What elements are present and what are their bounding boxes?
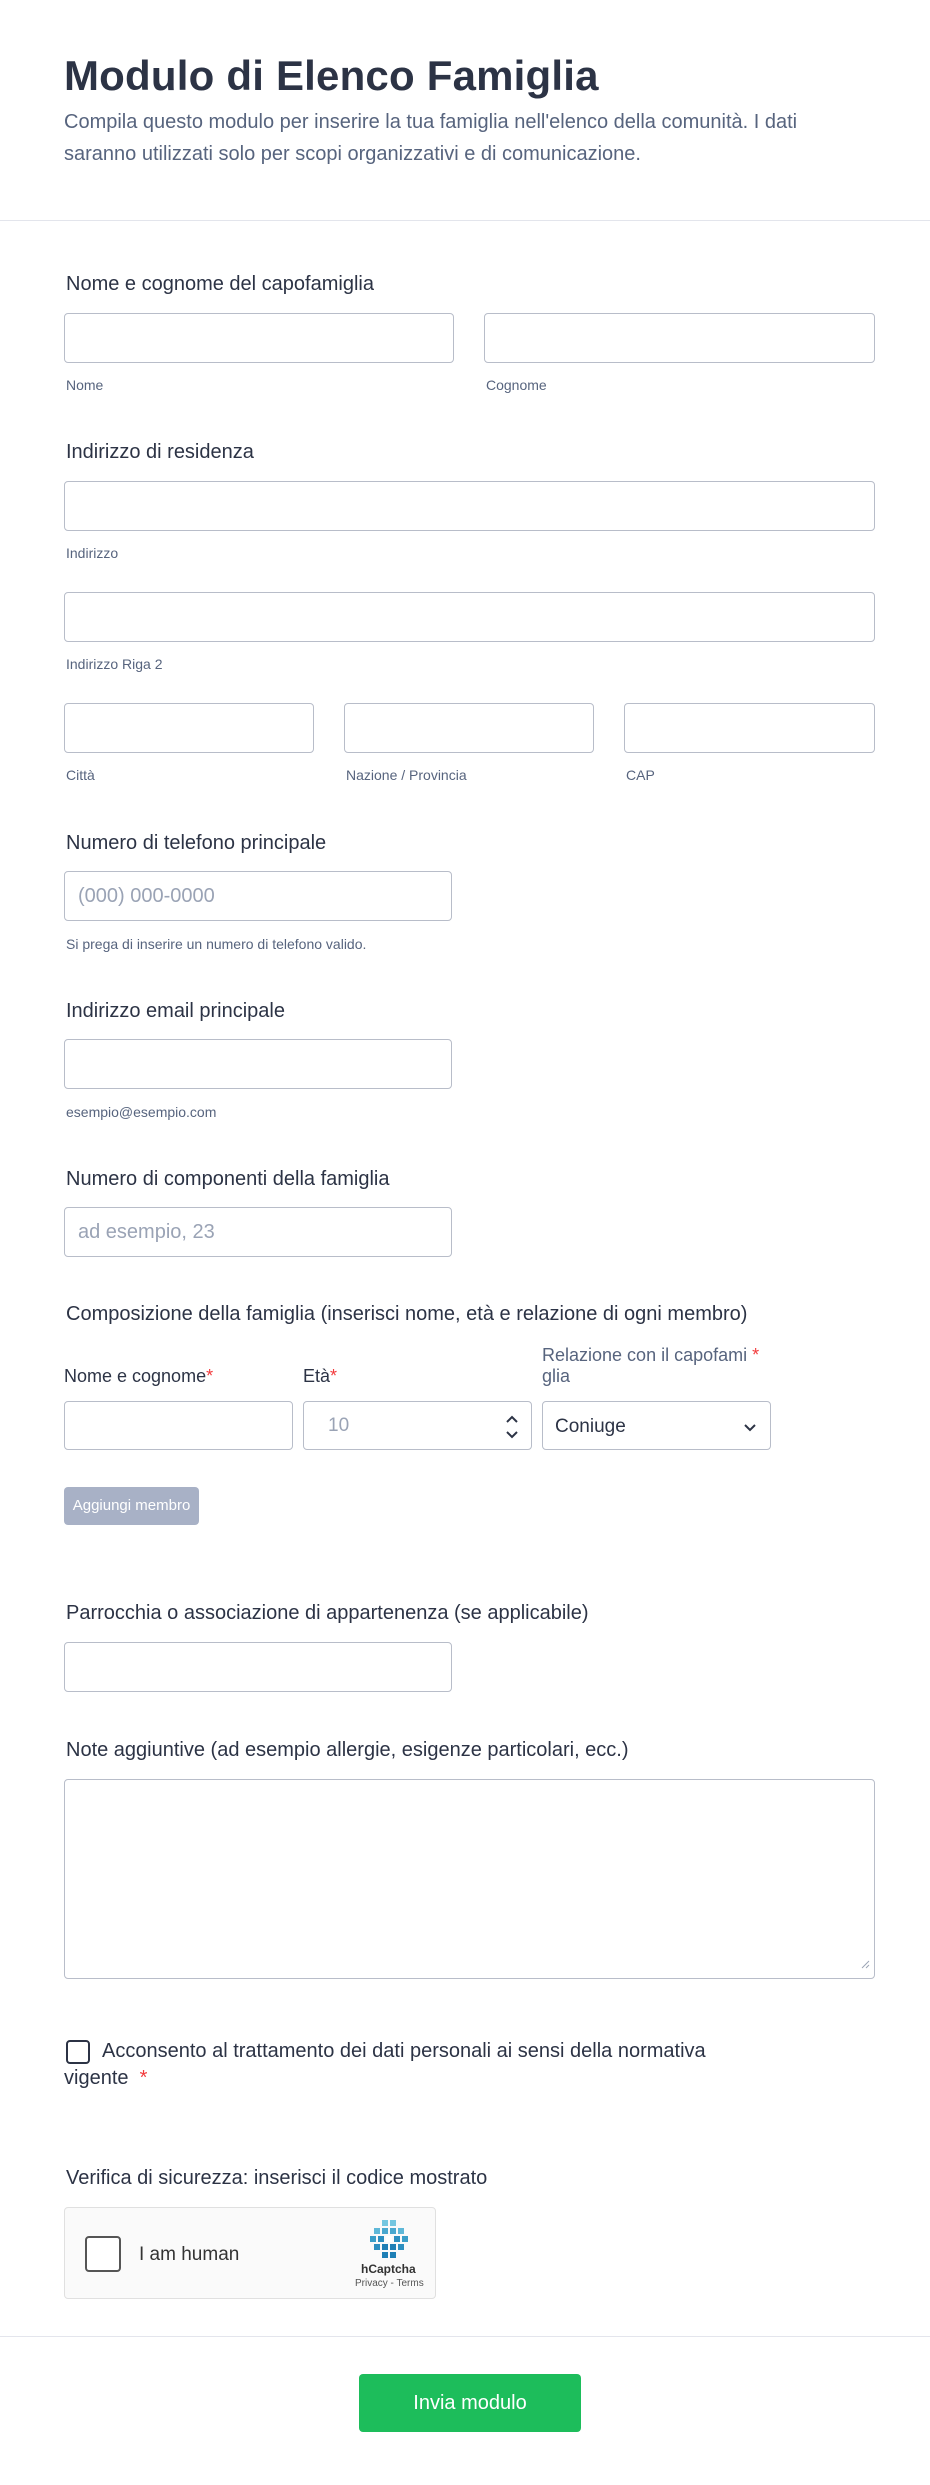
- zip-sublabel: CAP: [626, 767, 655, 783]
- notes-textarea[interactable]: [64, 1779, 875, 1979]
- consent-label: Acconsento al trattamento dei dati personali ai sensi della normativa vigente *: [64, 2040, 706, 2089]
- form-title: Modulo di Elenco Famiglia: [64, 52, 599, 99]
- hcaptcha-logo-icon: [370, 2220, 410, 2265]
- submit-button[interactable]: Invia modulo: [359, 2374, 581, 2432]
- head-name-label: Nome e cognome del capofamiglia: [66, 273, 374, 295]
- notes-label: Note aggiuntive (ad esempio allergie, esigenze particolari, ecc.): [66, 1739, 629, 1761]
- members-count-label: Numero di componenti della famiglia: [66, 1168, 390, 1190]
- phone-input[interactable]: [64, 871, 452, 921]
- phone-placeholder: (000) 000-0000: [78, 885, 215, 907]
- last-name-input[interactable]: [484, 313, 875, 363]
- form-footer: [0, 2336, 930, 2485]
- address-line2-sublabel: Indirizzo Riga 2: [66, 656, 163, 672]
- last-name-sublabel: Cognome: [486, 377, 547, 393]
- relation-selected-value: Coniuge: [555, 1416, 626, 1437]
- members-count-placeholder: ad esempio, 23: [78, 1221, 215, 1243]
- members-count-input[interactable]: [64, 1207, 452, 1257]
- state-input[interactable]: [344, 703, 594, 753]
- captcha-widget: [64, 2207, 436, 2299]
- form-description: Compila questo modulo per inserire la tua famiglia nell'elenco della comunità. I dati saranno utilizzati solo per scopi organizzativi e di comunicazione.: [64, 111, 798, 165]
- member-age-input[interactable]: [303, 1401, 532, 1450]
- phone-sublabel: Si prega di inserire un numero di telefono valido.: [66, 936, 367, 952]
- composition-label: Composizione della famiglia (inserisci nome, età e relazione di ogni membro): [66, 1303, 748, 1325]
- parish-input[interactable]: [64, 1642, 452, 1692]
- address-line1-input[interactable]: [64, 481, 875, 531]
- member-age-placeholder: 10: [328, 1415, 350, 1436]
- city-sublabel: Città: [66, 767, 95, 783]
- captcha-links[interactable]: Privacy - Terms: [355, 2278, 424, 2289]
- chevron-down-icon: [744, 1420, 756, 1438]
- add-member-button[interactable]: Aggiungi membro: [64, 1487, 199, 1525]
- col-age-header: Età*: [303, 1366, 338, 1386]
- parish-label: Parrocchia o associazione di appartenenza (se applicabile): [66, 1602, 589, 1624]
- resize-handle-icon[interactable]: [860, 1956, 870, 1974]
- first-name-sublabel: Nome: [66, 377, 104, 393]
- captcha-checkbox-label: I am human: [139, 2244, 240, 2265]
- first-name-input[interactable]: [64, 313, 454, 363]
- zip-input[interactable]: [624, 703, 875, 753]
- email-sublabel: esempio@esempio.com: [66, 1104, 217, 1120]
- address-line1-sublabel: Indirizzo: [66, 545, 119, 561]
- member-relation-select[interactable]: [542, 1401, 771, 1450]
- email-label: Indirizzo email principale: [66, 1000, 285, 1022]
- captcha-label: Verifica di sicurezza: inserisci il codice mostrato: [66, 2167, 488, 2189]
- phone-label: Numero di telefono principale: [66, 832, 327, 854]
- city-input[interactable]: [64, 703, 314, 753]
- email-input[interactable]: [64, 1039, 452, 1089]
- captcha-brand: hCaptcha: [361, 2262, 416, 2276]
- state-sublabel: Nazione / Provincia: [346, 767, 467, 783]
- col-name-header: Nome e cognome*: [64, 1366, 214, 1386]
- member-name-input[interactable]: [64, 1401, 293, 1450]
- stepper-icon[interactable]: [505, 1412, 519, 1442]
- form-header: [0, 0, 930, 221]
- col-relation-header: Relazione con il capofami * glia: [542, 1345, 760, 1386]
- address-label: Indirizzo di residenza: [66, 441, 254, 463]
- address-line2-input[interactable]: [64, 592, 875, 642]
- captcha-checkbox[interactable]: [85, 2236, 121, 2272]
